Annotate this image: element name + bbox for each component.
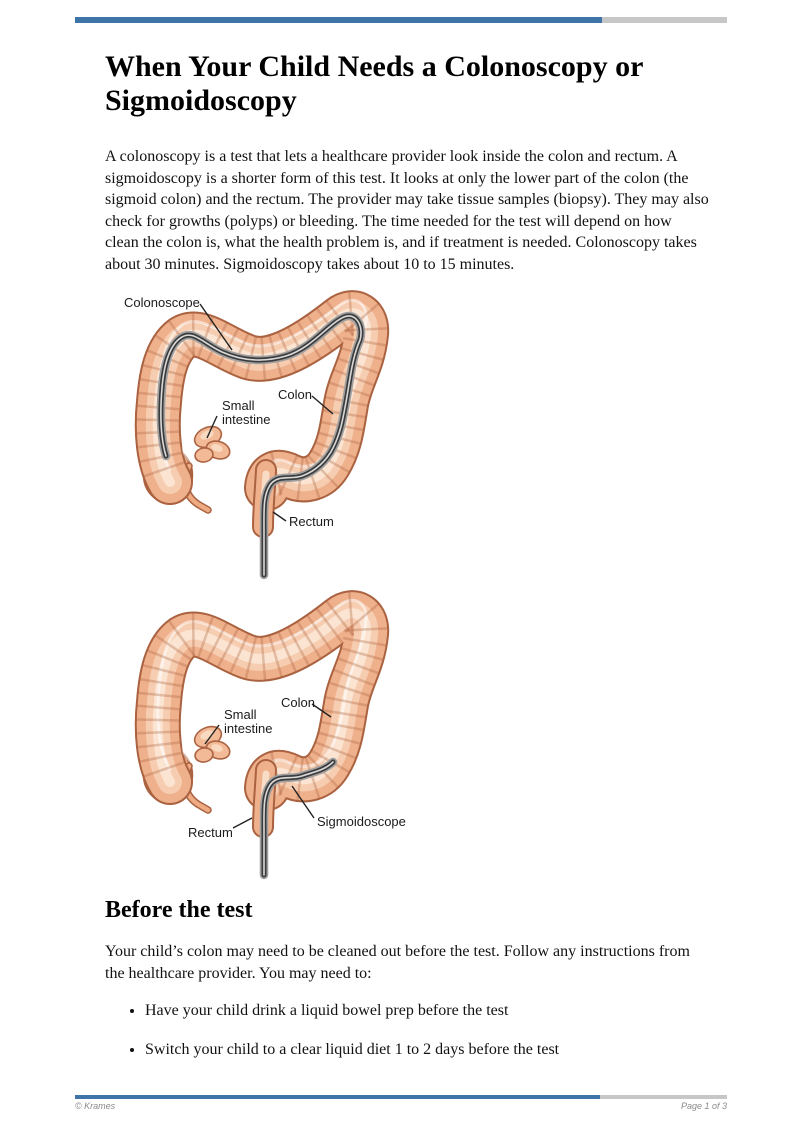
colon-label: Colon bbox=[281, 695, 315, 710]
rectum-leader-line bbox=[273, 512, 286, 521]
small-intestine-label-line1: Small bbox=[222, 398, 255, 413]
small-intestine-shape bbox=[182, 423, 232, 465]
footer-bar-gray-segment bbox=[600, 1095, 727, 1099]
section-heading-before-the-test: Before the test bbox=[105, 897, 253, 923]
page-title: When Your Child Needs a Colonoscopy or Sigmoidoscopy bbox=[105, 50, 643, 117]
header-bar-gray-segment bbox=[602, 17, 727, 23]
small-intestine-label-line2: intestine bbox=[224, 721, 273, 736]
list-item-liquid-diet: • Switch your child to a clear liquid diet 1 to 2 days before the test bbox=[145, 1039, 725, 1060]
footer-page-number: Page 1 of 3 bbox=[680, 1101, 727, 1111]
sigmoidoscope-label: Sigmoidoscope bbox=[317, 814, 406, 829]
prep-instructions-list bbox=[105, 1000, 725, 1078]
figure-colonoscopy bbox=[100, 290, 450, 580]
colonoscopy-illustration bbox=[100, 290, 450, 580]
header-bar-blue-segment bbox=[75, 17, 602, 23]
intro-paragraph: A colonoscopy is a test that lets a healthcare provider look inside the colon and rectum. A sigmoidoscopy is a shorter form of this test. It looks at only the lower part of the colon (the sigmoid colon) and the rectum. The provider may take tissue samples (biopsy). They may also check for growths (polyps) or bleeding. The time needed for the test will depend on how clean the colon is, what the health problem is, and if treatment is needed. Colonoscopy takes about 30 minutes. Sigmoidoscopy takes about 10 to 15 minutes. bbox=[105, 148, 709, 273]
small-intestine-label-line1: Small bbox=[224, 707, 257, 722]
rectum-label: Rectum bbox=[188, 825, 233, 840]
before-test-paragraph: Your child’s colon may need to be cleaned out before the test. Follow any instructions from the healthcare provider. You may need to: bbox=[105, 943, 690, 982]
footer-copyright: © Krames bbox=[75, 1101, 116, 1111]
small-intestine-label-line2: intestine bbox=[222, 412, 271, 427]
footer-accent-bar bbox=[75, 1095, 727, 1099]
rectum-leader-line bbox=[233, 818, 252, 828]
footer bbox=[75, 1101, 727, 1111]
header-accent-bar bbox=[75, 17, 727, 23]
rectum-label: Rectum bbox=[289, 514, 334, 529]
footer-bar-blue-segment bbox=[75, 1095, 600, 1099]
list-item-bowel-prep: • Have your child drink a liquid bowel prep before the test bbox=[145, 1000, 725, 1021]
figure-sigmoidoscopy bbox=[100, 590, 450, 880]
sigmoidoscopy-illustration bbox=[100, 590, 450, 880]
colonoscope-label: Colonoscope bbox=[124, 295, 200, 310]
colon-label: Colon bbox=[278, 387, 312, 402]
